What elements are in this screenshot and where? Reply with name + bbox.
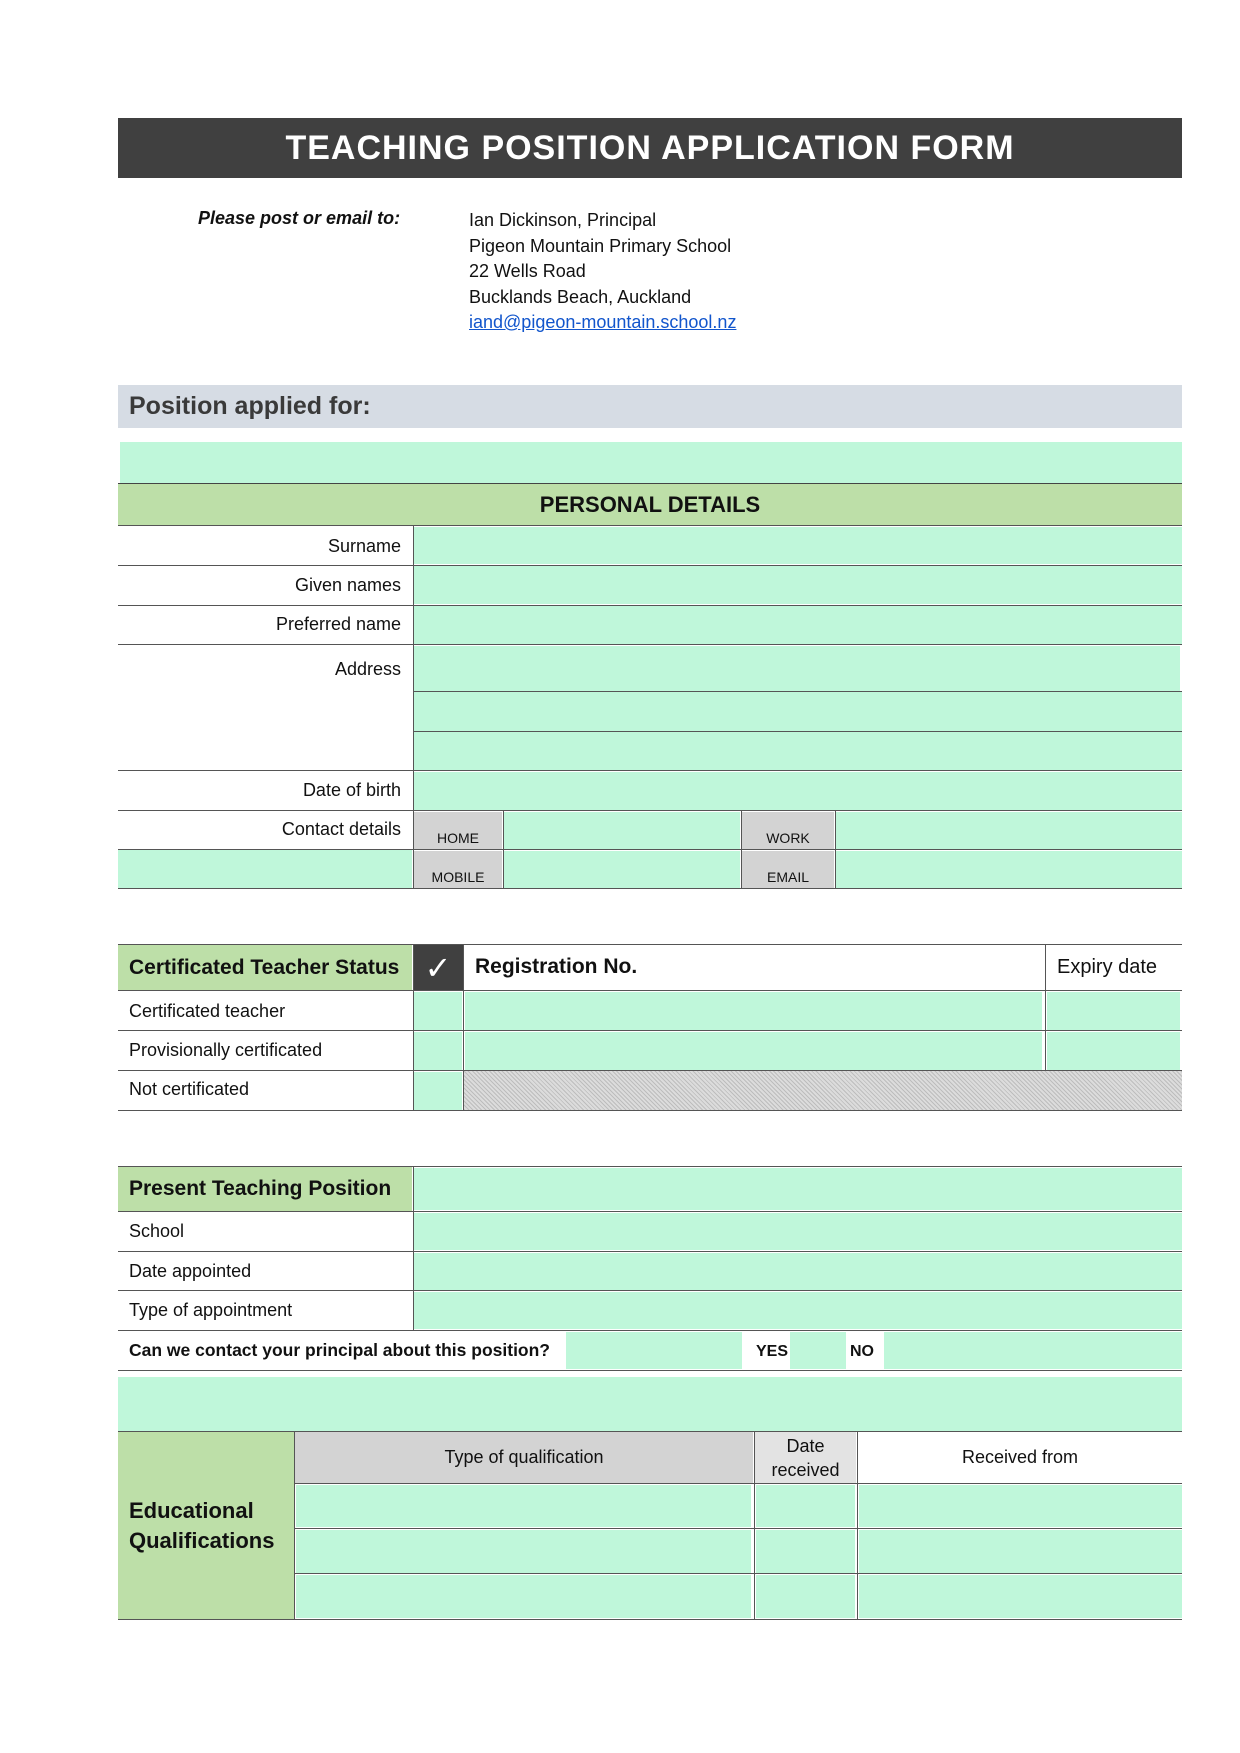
work-phone-input[interactable] bbox=[836, 812, 1182, 849]
page-title: TEACHING POSITION APPLICATION FORM bbox=[285, 128, 1015, 167]
edu-qual-header bbox=[118, 1432, 294, 1619]
qual-type-input-1[interactable] bbox=[296, 1485, 751, 1527]
dob-label: Date of birth bbox=[302, 780, 401, 800]
school-label: School bbox=[129, 1221, 185, 1241]
address-line: Ian Dickinson, Principal bbox=[469, 210, 657, 230]
cert-status-title: Certificated Teacher Status bbox=[129, 955, 400, 979]
qual-type-input-2[interactable] bbox=[296, 1530, 751, 1573]
email-input[interactable] bbox=[836, 851, 1182, 888]
cert-check-1[interactable] bbox=[414, 992, 462, 1030]
qual-date-input-2[interactable] bbox=[756, 1530, 855, 1573]
contact-principal-question: Can we contact your principal about this position? bbox=[129, 1340, 550, 1360]
appointment-type-label: Type of appointment bbox=[129, 1300, 293, 1320]
cert-reg-2[interactable] bbox=[465, 1032, 1042, 1070]
checkmark-header bbox=[413, 945, 463, 990]
address-input-line-1[interactable] bbox=[414, 646, 1180, 691]
email-link[interactable]: iand@pigeon-mountain.school.nz bbox=[469, 312, 737, 332]
contact-details-label: Contact details bbox=[281, 819, 401, 839]
surname-input[interactable] bbox=[414, 527, 1182, 564]
edu-qual-title-line1: Educational bbox=[129, 1497, 254, 1523]
cert-expiry-1[interactable] bbox=[1047, 992, 1180, 1030]
cert-check-3[interactable] bbox=[414, 1072, 462, 1110]
surname-label: Surname bbox=[327, 536, 401, 556]
position-input[interactable] bbox=[120, 442, 1182, 483]
appointment-type-input[interactable] bbox=[414, 1292, 1182, 1329]
home-label: HOME bbox=[414, 812, 502, 849]
qual-from-input-2[interactable] bbox=[859, 1530, 1182, 1573]
cert-status-header bbox=[118, 945, 412, 990]
personal-details-title: PERSONAL DETAILS bbox=[539, 491, 761, 517]
contact-extra-input[interactable] bbox=[118, 850, 412, 888]
reg-no-header: Registration No. bbox=[475, 955, 638, 978]
address-input-line-2[interactable] bbox=[414, 692, 1182, 731]
position-heading-bar bbox=[118, 385, 1182, 428]
date-received-line2: received bbox=[771, 1459, 840, 1480]
cert-check-2[interactable] bbox=[414, 1032, 462, 1070]
no-checkbox[interactable] bbox=[884, 1332, 1182, 1369]
expiry-header: Expiry date bbox=[1057, 956, 1158, 978]
cert-disabled-area bbox=[464, 1071, 1182, 1110]
no-label: NO bbox=[850, 1343, 874, 1360]
address-line: Pigeon Mountain Primary School bbox=[469, 235, 732, 256]
address-line: Bucklands Beach, Auckland bbox=[469, 286, 692, 307]
date-appointed-input[interactable] bbox=[414, 1253, 1182, 1290]
work-label: WORK bbox=[742, 812, 834, 849]
recipient-address bbox=[469, 208, 736, 336]
given-names-label: Given names bbox=[294, 575, 401, 595]
received-from-col-header: Received from bbox=[961, 1447, 1079, 1467]
qual-from-input-3[interactable] bbox=[859, 1575, 1182, 1618]
given-names-input[interactable] bbox=[414, 566, 1182, 604]
mobile-input[interactable] bbox=[504, 851, 740, 888]
edu-qual-title-line2: Qualifications bbox=[129, 1527, 275, 1553]
cert-expiry-2[interactable] bbox=[1047, 1032, 1180, 1070]
school-input[interactable] bbox=[414, 1213, 1182, 1250]
qual-date-input-1[interactable] bbox=[756, 1485, 855, 1527]
qual-from-input-1[interactable] bbox=[859, 1485, 1182, 1527]
cert-row-label: Certificated teacher bbox=[129, 1001, 286, 1021]
checkmark-icon: ✓ bbox=[424, 949, 452, 986]
cert-reg-1[interactable] bbox=[465, 992, 1042, 1030]
address-line: 22 Wells Road bbox=[469, 261, 586, 281]
qual-type-input-3[interactable] bbox=[296, 1575, 751, 1618]
personal-details-header bbox=[118, 484, 1182, 525]
yes-label: YES bbox=[756, 1343, 789, 1360]
date-received-col-header bbox=[755, 1432, 856, 1483]
present-position-input[interactable] bbox=[414, 1168, 1182, 1210]
yes-checkbox[interactable] bbox=[790, 1332, 846, 1369]
contact-principal-input[interactable] bbox=[566, 1332, 742, 1369]
post-label: Please post or email to: bbox=[198, 208, 401, 228]
address-label: Address bbox=[334, 659, 401, 679]
qual-date-input-3[interactable] bbox=[756, 1575, 855, 1618]
dob-input[interactable] bbox=[414, 772, 1182, 810]
present-position-title: Present Teaching Position bbox=[129, 1177, 392, 1200]
present-position-header bbox=[118, 1167, 412, 1211]
preferred-name-input[interactable] bbox=[414, 606, 1182, 644]
cert-row-label: Not certificated bbox=[129, 1079, 250, 1099]
position-heading: Position applied for: bbox=[129, 392, 371, 420]
home-phone-input[interactable] bbox=[504, 812, 740, 849]
preferred-name-label: Preferred name bbox=[275, 614, 401, 634]
present-position-notes[interactable] bbox=[118, 1377, 1182, 1431]
date-appointed-label: Date appointed bbox=[129, 1261, 252, 1281]
qual-type-col-header: Type of qualification bbox=[295, 1432, 753, 1483]
date-received-line1: Date bbox=[786, 1435, 825, 1456]
cert-row-label: Provisionally certificated bbox=[129, 1040, 323, 1060]
email-label: EMAIL bbox=[742, 851, 834, 888]
mobile-label: MOBILE bbox=[414, 851, 502, 888]
address-input-line-3[interactable] bbox=[414, 732, 1182, 770]
title-bar bbox=[118, 118, 1182, 178]
